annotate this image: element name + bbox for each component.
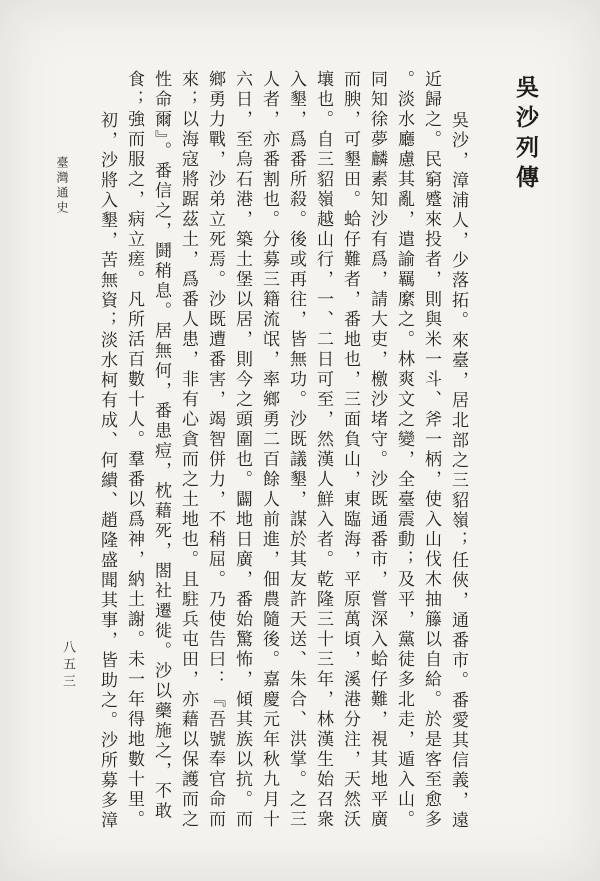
spine-label: 臺灣通史 — [55, 156, 69, 216]
page-number: 八五三 — [60, 640, 75, 691]
text-column: 同知徐夢麟素知沙有爲，請大吏，檄沙堵守。沙既通番市，嘗深入蛤仔難，視其地平廣 — [367, 70, 387, 830]
text-column: 而腴，可墾田。蛤仔難者，番地也，三面負山，東臨海，平原萬頃，溪港分注，天然沃 — [340, 70, 360, 830]
text-column: 吳沙，漳浦人，少落拓。來臺，居北部之三貂嶺；任俠，通番市。番愛其信義，遠 — [448, 111, 468, 831]
text-column: 。淡水廳慮其亂，遣諭羈縻之。林爽文之變，全臺震動；及平，黨徒多北走，遁入山。 — [394, 70, 414, 830]
main-text-block — [93, 70, 542, 836]
text-column: 性命爾』。番信之，鬪稍息。居無何，番患痘，枕藉死，閤社遷徙。沙以藥施之，不敢 — [151, 70, 171, 822]
text-column: 初，沙將入墾，苦無資；淡水柯有成、何繢、趙隆盛聞其事，皆助之。沙所募多漳 — [97, 111, 117, 831]
text-column: 壤也。自三貂嶺越山行，一、二日可至，然漢人鮮入者。乾隆三十三年，林漢生始召衆 — [313, 70, 333, 830]
page-title: 吳沙列傳 — [512, 75, 539, 195]
text-column: 來；以海寇將踞茲土，爲番人患，非有心貪而之土地也。且駐兵屯田，亦藉以保護而之 — [178, 70, 198, 830]
text-column: 鄉勇力戰，沙弟立死焉。沙既遭番害，竭智併力，不稍屈。乃使告曰：『吾號奉官命而 — [205, 70, 225, 830]
text-column: 食；強而服之，病立瘥。凡所活百數十人。羣番以爲神，納土謝。未一年得地數十里。 — [124, 70, 144, 830]
text-column: 入墾，爲番所殺。後或再往，皆無功。沙既議墾，謀於其友許天送、朱合、洪掌。之三 — [286, 70, 306, 830]
text-column: 六日，至烏石港，築土堡以居，則今之頭圍也。闢地日廣，番始驚怖，傾其族以抗。而 — [232, 70, 252, 830]
text-column: 近歸之。民窮蹙來投者，則與米一斗、斧一柄，使入山伐木抽籐以自給。於是客至愈多 — [421, 70, 441, 830]
text-column: 人者，亦番割也。分募三籍流氓，率鄉勇二百餘人前進，佃農隨後。嘉慶元年秋九月十 — [259, 70, 279, 830]
